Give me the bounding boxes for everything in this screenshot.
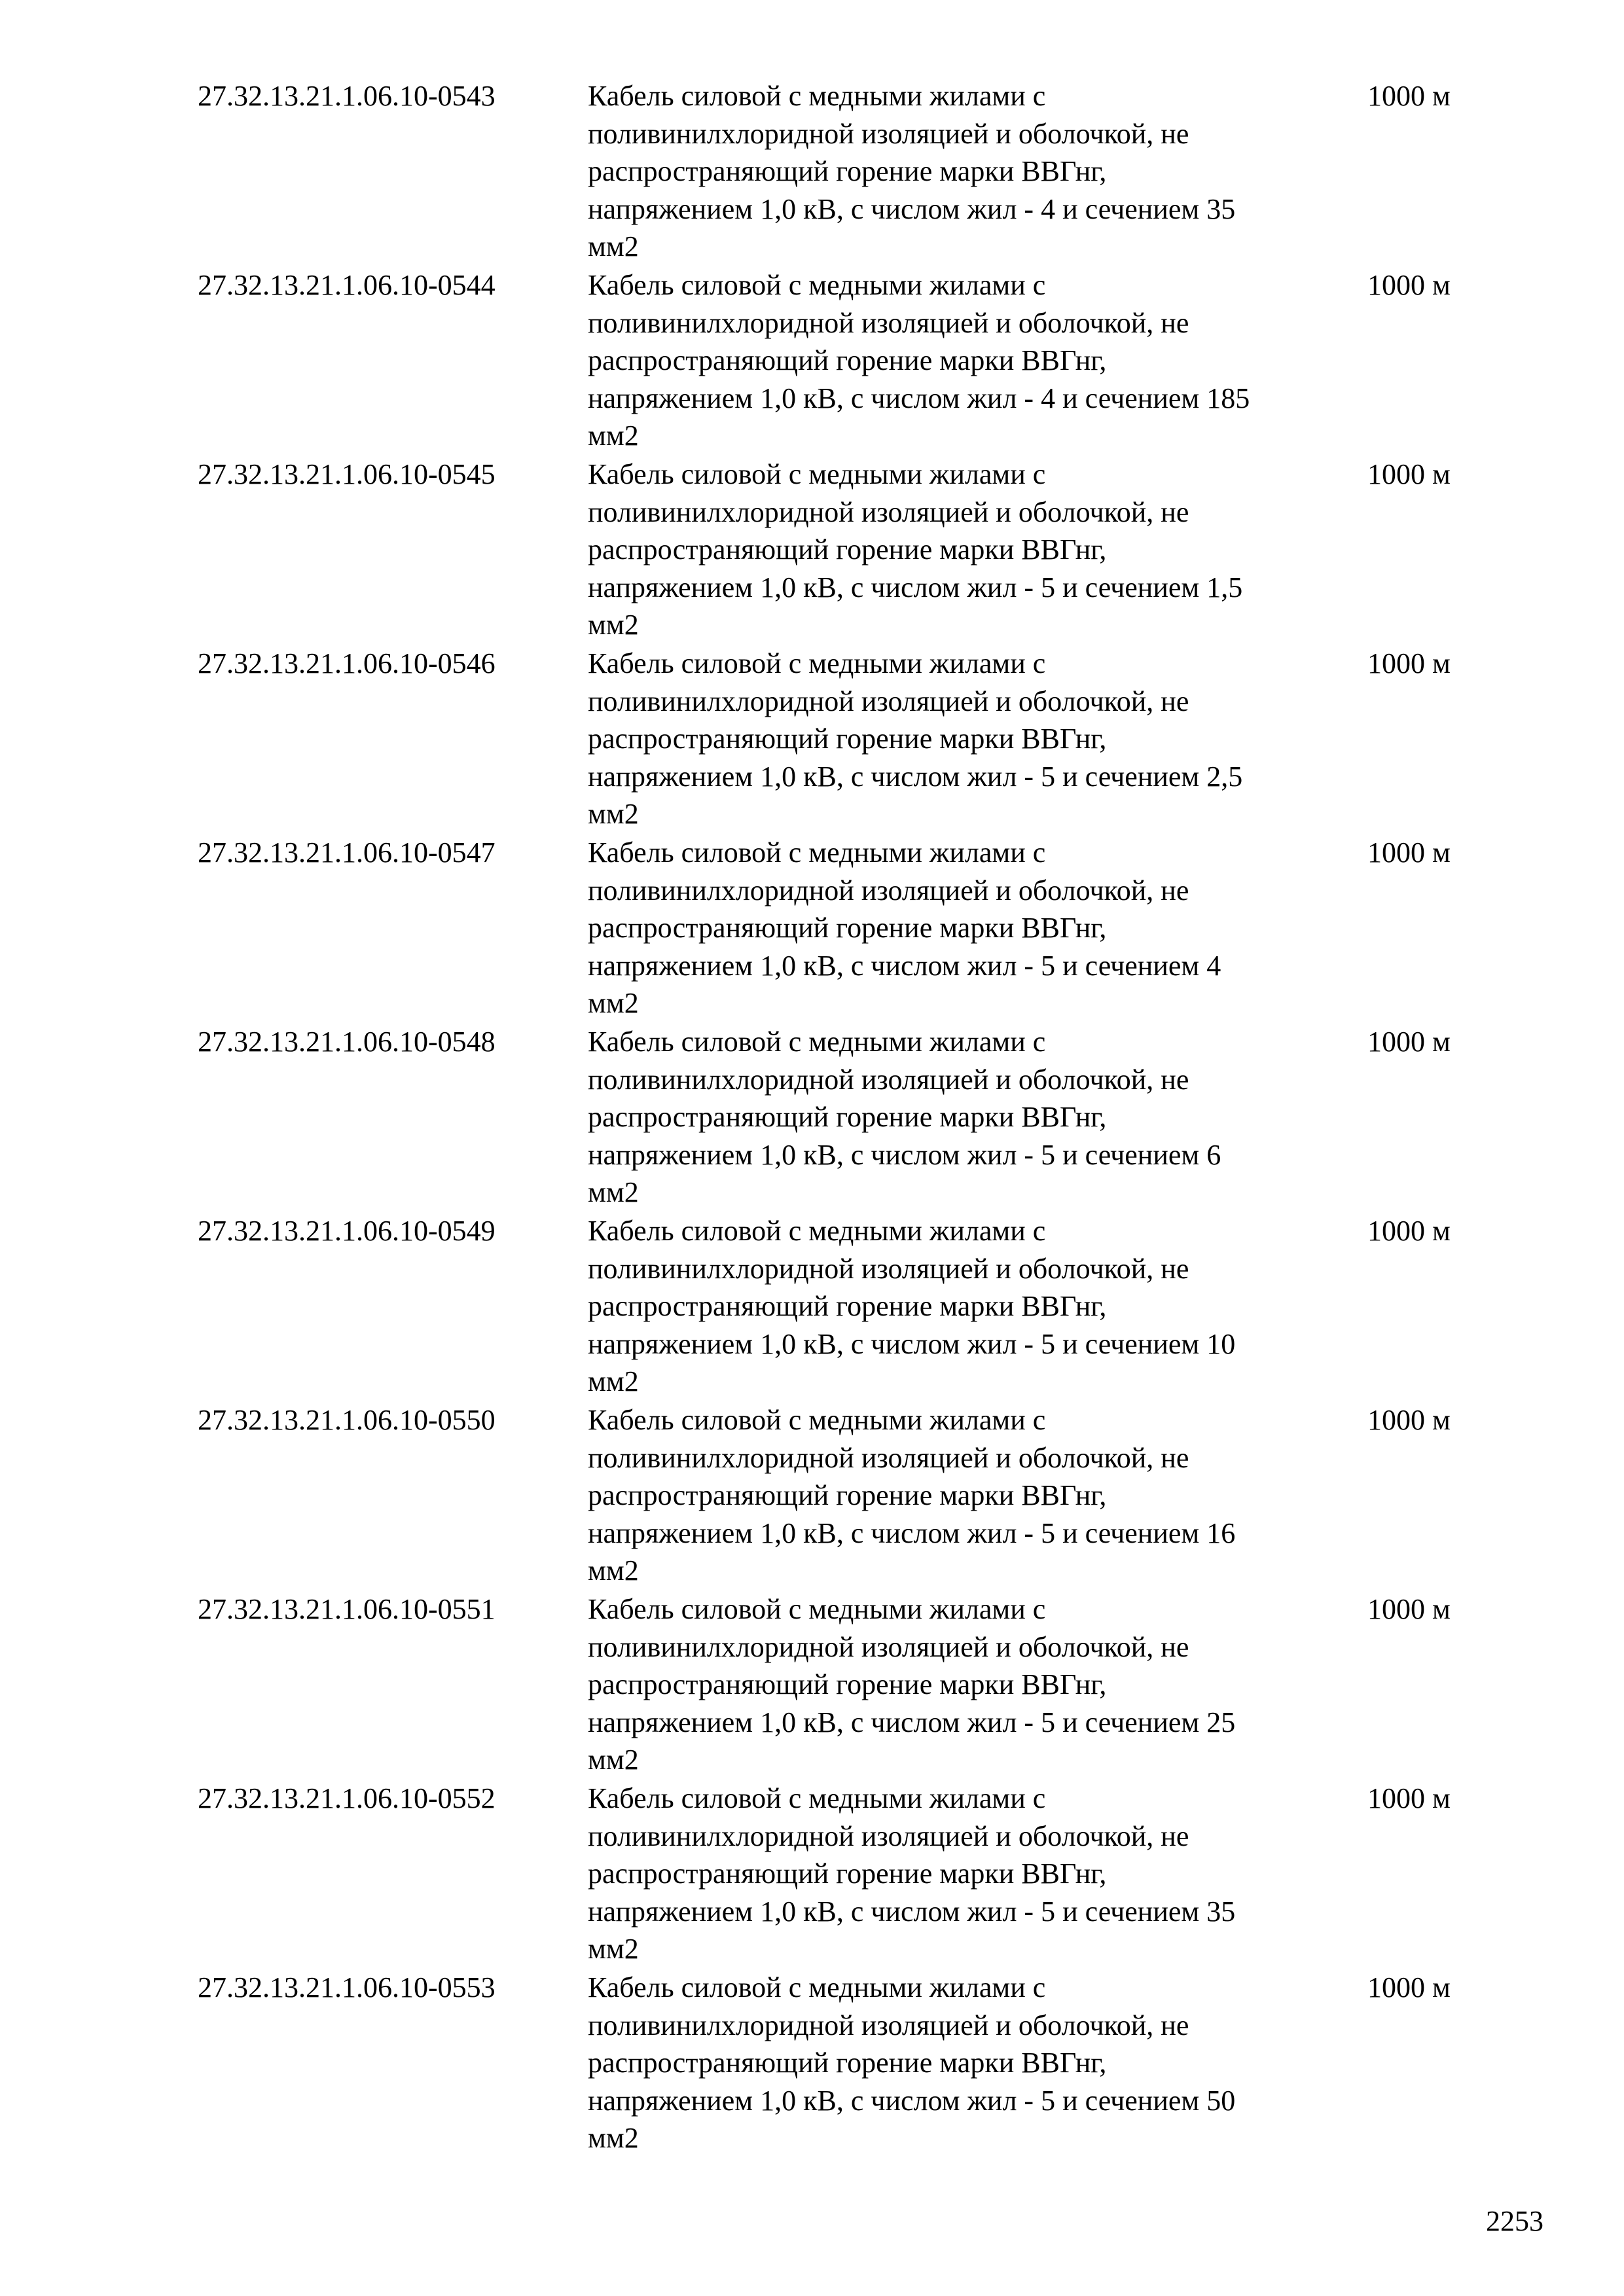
description-line: поливинилхлоридной изоляцией и оболочкой, не — [588, 1820, 1189, 1852]
description-line: распространяющий горение марки ВВГнг, — [588, 1668, 1107, 1701]
description-line: поливинилхлоридной изоляцией и оболочкой, не — [588, 874, 1189, 906]
description-line: мм2 — [588, 798, 639, 831]
description-line: мм2 — [588, 1744, 639, 1776]
resource-unit: 1000 м — [1367, 1026, 1451, 1058]
description-line: Кабель силовой с медными жилами с — [588, 1404, 1046, 1436]
resource-description — [588, 266, 1354, 455]
resource-code: 27.32.13.21.1.06.10-0546 — [198, 647, 496, 679]
table-row — [198, 1401, 1481, 1590]
description-line: распространяющий горение марки ВВГнг, — [588, 155, 1107, 188]
resource-description — [588, 1212, 1354, 1401]
resource-code: 27.32.13.21.1.06.10-0551 — [198, 1593, 496, 1625]
description-line: мм2 — [588, 609, 639, 641]
table-row — [198, 1212, 1481, 1401]
description-line: напряжением 1,0 кВ, с числом жил - 5 и сечением 50 — [588, 2084, 1236, 2117]
description-line: Кабель силовой с медными жилами с — [588, 269, 1046, 301]
description-line: Кабель силовой с медными жилами с — [588, 80, 1046, 112]
description-line: Кабель силовой с медными жилами с — [588, 1593, 1046, 1625]
description-line: напряжением 1,0 кВ, с числом жил - 5 и сечением 35 — [588, 1895, 1236, 1928]
resource-code: 27.32.13.21.1.06.10-0545 — [198, 458, 496, 490]
resource-description — [588, 77, 1354, 266]
description-line: распространяющий горение марки ВВГнг, — [588, 1101, 1107, 1134]
description-line: поливинилхлоридной изоляцией и оболочкой, не — [588, 1063, 1189, 1096]
resource-code: 27.32.13.21.1.06.10-0549 — [198, 1215, 496, 1247]
description-line: распространяющий горение марки ВВГнг, — [588, 2047, 1107, 2079]
description-line: Кабель силовой с медными жилами с — [588, 1026, 1046, 1058]
description-line: мм2 — [588, 1365, 639, 1398]
description-line: мм2 — [588, 1933, 639, 1965]
description-line: Кабель силовой с медными жилами с — [588, 1971, 1046, 2003]
resource-description — [588, 834, 1354, 1022]
description-line: напряжением 1,0 кВ, с числом жил - 5 и сечением 25 — [588, 1706, 1236, 1738]
description-line: мм2 — [588, 1554, 639, 1587]
description-line: мм2 — [588, 1176, 639, 1209]
resource-description — [588, 1590, 1354, 1779]
description-line: поливинилхлоридной изоляцией и оболочкой, не — [588, 306, 1189, 339]
description-line: распространяющий горение марки ВВГнг, — [588, 344, 1107, 377]
description-line: напряжением 1,0 кВ, с числом жил - 5 и сечением 1,5 — [588, 571, 1243, 603]
description-line: распространяющий горение марки ВВГнг, — [588, 533, 1107, 566]
description-line: Кабель силовой с медными жилами с — [588, 1215, 1046, 1247]
description-line: Кабель силовой с медными жилами с — [588, 836, 1046, 869]
resource-code: 27.32.13.21.1.06.10-0550 — [198, 1404, 496, 1436]
description-line: Кабель силовой с медными жилами с — [588, 458, 1046, 490]
resource-code: 27.32.13.21.1.06.10-0553 — [198, 1971, 496, 2003]
description-line: напряжением 1,0 кВ, с числом жил - 5 и сечением 10 — [588, 1327, 1236, 1360]
resource-unit: 1000 м — [1367, 836, 1451, 869]
resource-description — [588, 1401, 1354, 1590]
page-number: 2253 — [1486, 2205, 1543, 2237]
description-line: Кабель силовой с медными жилами с — [588, 1782, 1046, 1814]
description-line: мм2 — [588, 420, 639, 452]
table-row — [198, 1590, 1481, 1780]
description-line: распространяющий горение марки ВВГнг, — [588, 1479, 1107, 1512]
resource-unit: 1000 м — [1367, 647, 1451, 679]
description-line: напряжением 1,0 кВ, с числом жил - 5 и сечением 4 — [588, 949, 1221, 982]
table-row — [198, 1780, 1481, 1969]
description-line: напряжением 1,0 кВ, с числом жил - 5 и сечением 2,5 — [588, 760, 1243, 793]
resource-code: 27.32.13.21.1.06.10-0548 — [198, 1026, 496, 1058]
description-line: распространяющий горение марки ВВГнг, — [588, 912, 1107, 944]
description-line: поливинилхлоридной изоляцией и оболочкой, не — [588, 1252, 1189, 1285]
table-row — [198, 456, 1481, 645]
description-line: распространяющий горение марки ВВГнг, — [588, 1290, 1107, 1323]
resource-unit: 1000 м — [1367, 269, 1451, 301]
description-line: напряжением 1,0 кВ, с числом жил - 5 и сечением 6 — [588, 1138, 1221, 1171]
description-line: поливинилхлоридной изоляцией и оболочкой, не — [588, 2009, 1189, 2041]
description-line: мм2 — [588, 2122, 639, 2155]
table-row — [198, 645, 1481, 834]
resource-description — [588, 1023, 1354, 1211]
description-line: Кабель силовой с медными жилами с — [588, 647, 1046, 679]
description-line: распространяющий горение марки ВВГнг, — [588, 723, 1107, 755]
resource-unit: 1000 м — [1367, 1593, 1451, 1625]
description-line: поливинилхлоридной изоляцией и оболочкой, не — [588, 495, 1189, 528]
resource-unit: 1000 м — [1367, 1404, 1451, 1436]
resource-code: 27.32.13.21.1.06.10-0552 — [198, 1782, 496, 1814]
table-row — [198, 77, 1481, 266]
resource-unit: 1000 м — [1367, 1971, 1451, 2003]
resource-description — [588, 456, 1354, 644]
description-line: поливинилхлоридной изоляцией и оболочкой, не — [588, 1441, 1189, 1474]
table-row — [198, 266, 1481, 456]
resource-code: 27.32.13.21.1.06.10-0543 — [198, 80, 496, 112]
table-row — [198, 1023, 1481, 1212]
resource-code: 27.32.13.21.1.06.10-0547 — [198, 836, 496, 869]
resource-description — [588, 645, 1354, 833]
description-line: мм2 — [588, 987, 639, 1020]
description-line: поливинилхлоридной изоляцией и оболочкой, не — [588, 1630, 1189, 1663]
description-line: мм2 — [588, 230, 639, 263]
resource-unit: 1000 м — [1367, 1215, 1451, 1247]
description-line: поливинилхлоридной изоляцией и оболочкой, не — [588, 117, 1189, 150]
description-line: напряжением 1,0 кВ, с числом жил - 5 и сечением 16 — [588, 1516, 1236, 1549]
table-row — [198, 834, 1481, 1023]
description-line: напряжением 1,0 кВ, с числом жил - 4 и сечением 35 — [588, 192, 1236, 225]
resource-unit: 1000 м — [1367, 458, 1451, 490]
description-line: напряжением 1,0 кВ, с числом жил - 4 и сечением 185 — [588, 382, 1250, 414]
resource-code: 27.32.13.21.1.06.10-0544 — [198, 269, 496, 301]
description-line: поливинилхлоридной изоляцией и оболочкой, не — [588, 685, 1189, 717]
description-line: распространяющий горение марки ВВГнг, — [588, 1857, 1107, 1890]
resource-description — [588, 1780, 1354, 1968]
resource-unit: 1000 м — [1367, 80, 1451, 112]
resource-table — [198, 77, 1481, 2158]
resource-description — [588, 1969, 1354, 2157]
resource-unit: 1000 м — [1367, 1782, 1451, 1814]
table-row — [198, 1969, 1481, 2158]
